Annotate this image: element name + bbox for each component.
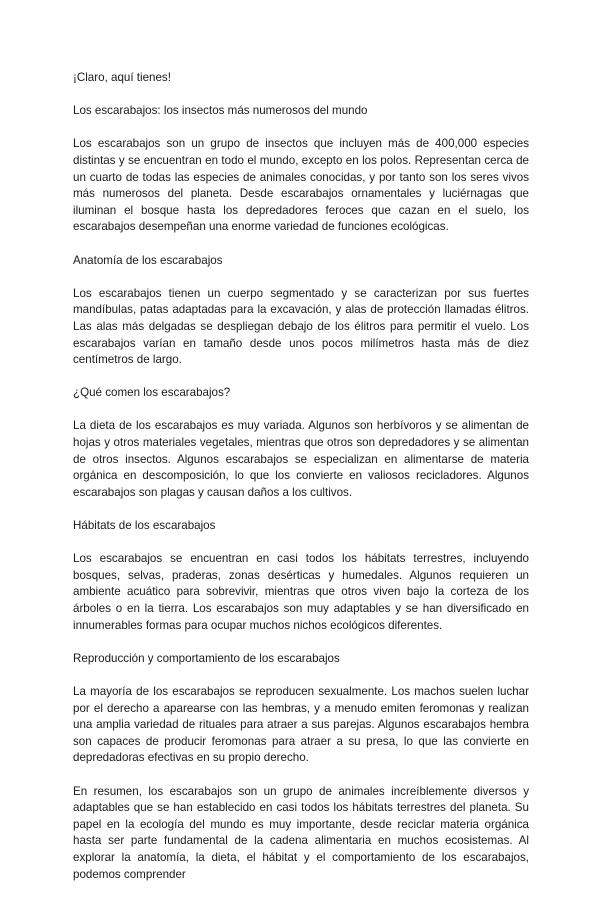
paragraph-habitats: Los escarabajos se encuentran en casi todos los hábitats terrestres, incluyendo bosques, selvas, praderas, zonas desérticas y humedales. Algunos requieren un ambiente acuático para sobrevivir, mientras que otros viven bajo la corteza de los árboles o en la tierra. Los escarabajos son muy adaptables y se han diversificado en innumerables formas para ocupar muchos nichos ecológicos diferentes. (73, 552, 529, 632)
section-heading-reproduction: Reproducción y comportamiento de los escarabajos (73, 651, 340, 665)
paragraph-anatomy: Los escarabajos tienen un cuerpo segmentado y se caracterizan por sus fuertes mandíbulas, patas adaptadas para la excavación, y alas de protección llamadas élitros. Las alas más delgadas se despliegan debajo de los élitros para permitir el vuelo. Los escarabajos varían en tamaño desde unos pocos milímetros hasta más de diez centímetros de largo. (73, 286, 529, 367)
section-heading-diet: ¿Qué comen los escarabajos? (73, 386, 231, 400)
section-heading-habitats: Hábitats de los escarabajos (73, 519, 216, 533)
paragraph-summary: En resumen, los escarabajos son un grupo de animales increíblemente diversos y adaptables que se han establecido en casi todos los hábitats terrestres del planeta. Su papel en la ecología del mundo es muy importante, desde reciclar materia orgánica hasta ser parte fundamental de la cadena alimentaria en muchos ecosistemas. Al explorar la anatomía, la dieta, el hábitat y el comportamiento de los escarabajos, podemos comprender (73, 784, 529, 881)
paragraph-overview: Los escarabajos son un grupo de insectos que incluyen más de 400,000 especies distintas y se encuentran en todo el mundo, excepto en los polos. Representan cerca de un cuarto de todas las especies de animales conocidas, y por tanto son los seres vivos más numerosos del planeta. Desde escarabajos ornamentales y luciérnagas que iluminan el bosque hasta los depredadores feroces que cazan en el suelo, los escarabajos desempeñan una enorme variedad de funciones ecológicas. (73, 137, 529, 234)
document-body (73, 70, 529, 900)
section-heading-anatomy: Anatomía de los escarabajos (73, 253, 223, 267)
intro-line: ¡Claro, aquí tienes! (73, 71, 171, 84)
document-title: Los escarabajos: los insectos más numerosos del mundo (73, 104, 368, 118)
paragraph-diet: La dieta de los escarabajos es muy variada. Algunos son herbívoros y se alimentan de hojas y otros materiales vegetales, mientras que otros son depredadores y se alimentan de otros insectos. Algunos escarabajos se especializan en alimentarse de materia orgánica en descomposición, lo que los convierte en valiosos recicladores. Algunos escarabajos son plagas y causan daños a los cultivos. (73, 419, 529, 499)
paragraph-reproduction: La mayoría de los escarabajos se reproducen sexualmente. Los machos suelen luchar por el derecho a aparearse con las hembras, y a menudo emiten feromonas y realizan una amplia variedad de rituales para atraer a sus parejas. Algunos escarabajos hembra son capaces de producir feromonas para atraer a su presa, lo que las convierte en depredadoras efectivas en su propio derecho. (73, 684, 529, 765)
